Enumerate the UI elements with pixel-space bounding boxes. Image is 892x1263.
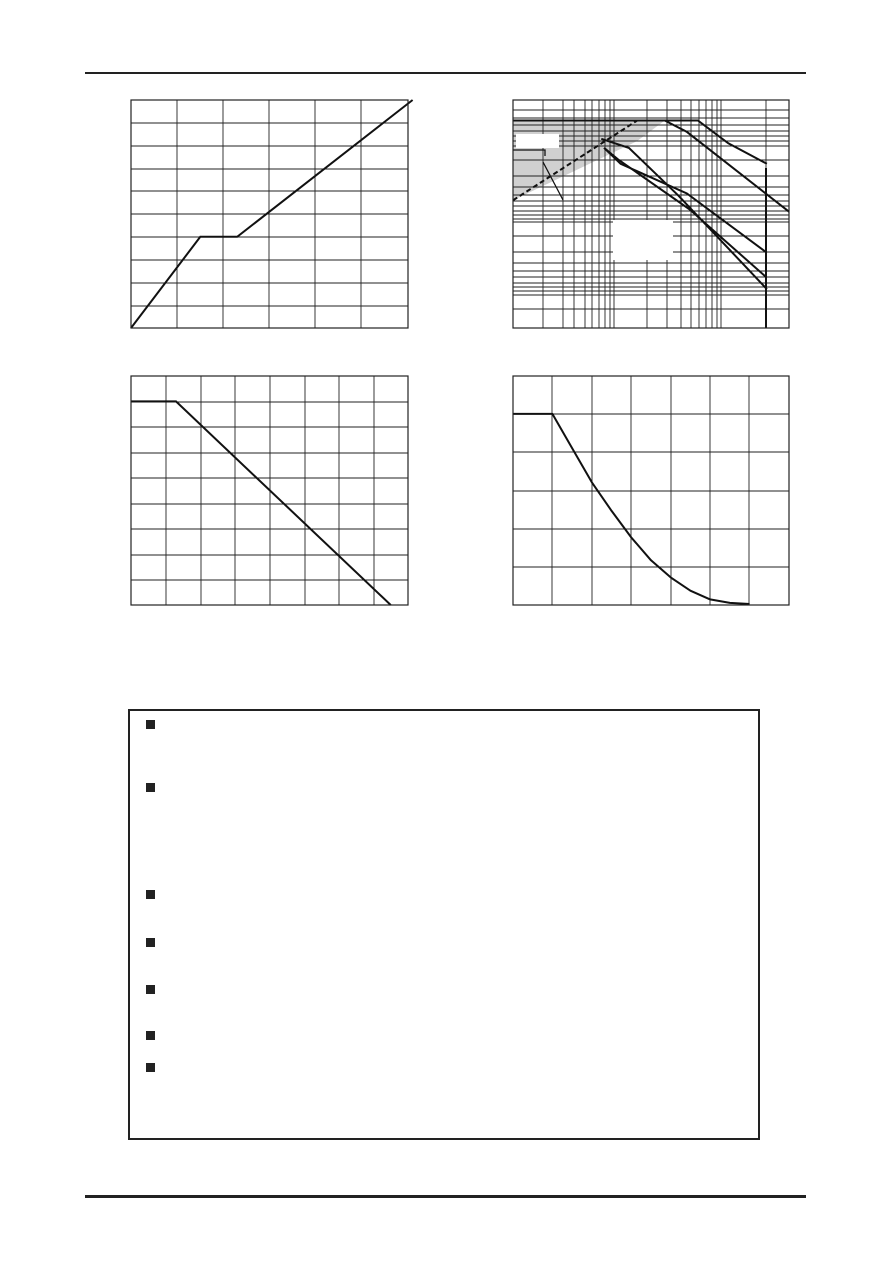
data-series-line <box>131 401 391 605</box>
chart-top-left <box>131 100 408 328</box>
note-bullet <box>146 985 155 994</box>
chart-bottom-right <box>513 376 789 605</box>
note-bullet <box>146 1063 155 1072</box>
header-rule <box>85 72 806 74</box>
label-patch <box>516 134 559 148</box>
plot-frame <box>513 376 789 605</box>
footer-rule <box>85 1195 806 1198</box>
note-bullet <box>146 938 155 947</box>
chart-bottom-left <box>131 376 408 605</box>
note-bullet <box>146 1031 155 1040</box>
data-series-line <box>601 139 767 289</box>
note-bullet <box>146 890 155 899</box>
note-bullet <box>146 783 155 792</box>
notes-box <box>128 709 760 1140</box>
note-bullet <box>146 720 155 729</box>
label-patch <box>613 220 673 260</box>
chart-top-right <box>513 100 789 328</box>
